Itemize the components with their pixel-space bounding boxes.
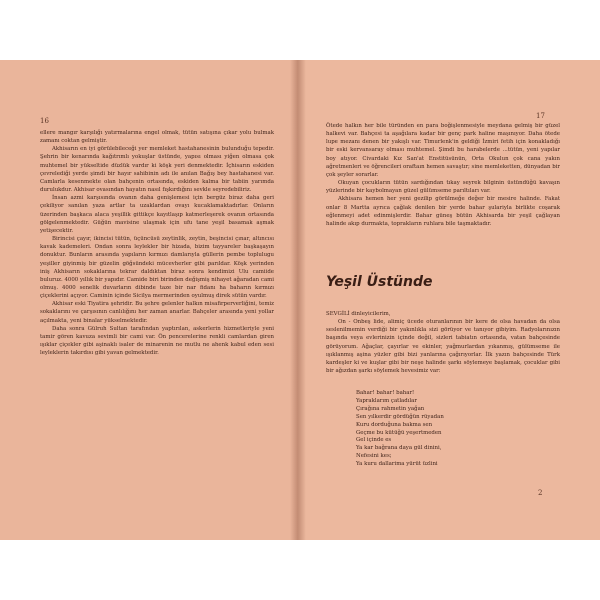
left-page xyxy=(0,60,298,540)
page-number-right: 17 xyxy=(536,112,545,120)
paragraph: ellere mangır karşılığı yatırmalarına engel olmak, tütün satışına çıkar yolu bulmak zamanı coktan gelmiştir. xyxy=(40,130,274,145)
paragraph: İnsan azmi karşısında ovanın daha genişlemesi için bergüz biraz daha geri çekiliyor sanılan yaza artlar ta uzaklardan ovayı kucaklamaktadırlar. Onların üzerinden başkaca alaca yeşillik gittikçe kayıtlaşıp katmerleşerek ovanın ortasında gölgelenmektedir. Güğün mavisine ulaşmak için ufu tane yeşil basamak aşmak yetişecektir. xyxy=(40,195,274,234)
left-page-text xyxy=(40,129,274,357)
poem-line: Sen yılkerdir gördüğün rüyadan xyxy=(356,413,444,420)
poem-line: Geçme bu kütüğü yeşertmeden xyxy=(356,429,442,436)
poem-line: Bahar! bahar! bahar! xyxy=(356,390,415,396)
paragraph: Ötede halkın her bile türünden en para boğişlenmesiyle meydana gelmiş bir güzel halkevi var. Bahçesi ta aşağılara kadar bir genç park haline maşınıyor. Daha ötede lupe mezanı denen bir yakışlı var. Timurlenk'in geldiği İzmiri fetih için konakladığı bir eski kervansaray olması muhtemel. Şimdi bu harabelerde ...tütün, yeni yapılar boy atıyor. Civardaki Kız San'at Enstitüsünün, Orta Okulun çok cana yakın ağretmenleri ve öğrencileri oraftaın hemen savaştır; sine memleketten, dünyadan bir çok şeyler sorarlar. xyxy=(326,123,560,178)
poem-line: Ya kuru dallarima yürüt üzlini xyxy=(356,461,438,468)
book-gutter xyxy=(290,60,306,540)
right-page-body-text xyxy=(326,310,560,375)
section-heading: Yeşil Üstünde xyxy=(326,274,433,290)
poem-line: Çırağına rahmetin yağan xyxy=(356,405,425,412)
paragraph: Okuyan çocukların tütün sardığından tıkay seyrek bilginin üstündüğü kavaşın yüzlerinde bir kaybolmayan güzel gülümseme parıltıları var. xyxy=(326,180,560,195)
poem-line: Ya kar bağrana daya gül dinini, xyxy=(356,445,442,452)
poem-line: Yapraklarım çatladılar xyxy=(356,397,417,404)
paragraph: Akhisarın en iyi görülebileceği yer memleket hastahanesinin bulunduğu tepedir. Şehrin bir kenarında kağıtrımlı yokuşlar üstünde, yapısı olması yiğen olmasa çok muhtemel bir yükseltide düzlük vardır ki köşk yeri denmektedir. İçhisarın eskiden çevrelediği yerde şimdi bir hayır sahibinin adı ile anılan Bağış bey hastahanesi var. Camlarla kesenmekte olan bahçenin ortasında, eskiden kalma bir tabiin yarımda durulukdur. Akhisar ovasından hayatın nasıl fışkırdığını sevkle seyredebiliriz. xyxy=(40,146,274,194)
paragraph: Akhisara hemen her yeni gezilip görülmeğe değer bir mesire halinde. Fakat onlar 8 Martta ayrıca çağlak denilen bir yerde bahar şulariyla birlikte coşarak eğlenmeyi adet edinmişlerdir. Bahar güneş bütün Akhisarda bir yeşil çağlayan halinde akıp durmakta, toprakların ruhlara bile taşmaktadır. xyxy=(326,196,560,227)
right-page xyxy=(298,60,600,540)
salutation: SEVGİLİ dinleyicilerim, xyxy=(326,311,391,317)
poem-line: Gel içinde es xyxy=(356,437,392,444)
right-page-top-text xyxy=(326,122,560,228)
paragraph: Daha sonra Gülruh Sultan tarafından yaptırılan, askerlerin hizmetleriyle yeni tamir gören kavuza sevimli bir cami var. Ön pencerelerine renkli camlardan giren ışıklar çiçekler gibi aşinaklı isaler de minarenin ne mutlu ne ahenk kabul eden sesi leyleklerin takırdısı gibi yavan gelmektedir. xyxy=(40,325,274,357)
open-book xyxy=(0,60,600,540)
paragraph: On - Onbeş lide, alimiç ücede oturanlarının bir kere de olsa havadan da olsa seslenilmemin verdiği bir yakınlıkla sizi görüyor ve tanıyor gibiyim. Radyolarınızın başında veya evlerinizin içinde değil, sizleri tabiatın ortasında, vatan bahçesinde görüyorum. Ağaçlar, çayırlar ve ekinler, yağmurlardan yıkanmış, gülümseme ile ışıklanmış aşina yüzler gibi bizi yanlarına çağırıyorlar. İlk yazın bahçesinde Türk kardeşler ki ve kuşlar gibi bir neşe halinde şarkı söylemeye başlamak, çocuklar gibi bir ağızdan şarkı söylemek hevesimiz var: xyxy=(326,319,560,375)
poem-line: Nefesini kes; xyxy=(356,453,392,460)
poem xyxy=(356,390,444,469)
page-number-left: 16 xyxy=(40,117,49,125)
page-footer-mark: 2 xyxy=(538,489,543,497)
paragraph: Akhisar eski Tiyatira şehridir. Bu şehre gelenler halkın misafirperverliğini, temiz sokaklarını ve çarşısının canlılığını her zaman anarlar. Bahçeler arasında yeni yollar açılmakta, yeni binalar yükselmektedir. xyxy=(40,301,274,324)
paragraph: Birincisi çayır, ikincisi tütün, üçüncüsü zeytinlik, zeytin, beşincisi çınar, altıncısı kavak kademeleri. Ondan sonra leylekler bir hizada, bizim tayyareler başkaşayın donuktur. Bunların arasında yapıların kırmızı damlarıyla güllerin pembe toplulugu yeşiller giyinmiş bir güzelin göğsündeki mücevherler gibi parıldar. Köşk yerinden iniş Akhisarın sokaklarına tekrar daldıktan biraz sonra kendimizi Ulu camiide buluruz. 4000 yıllık bir yapıdır. Camide biri birinden değişmiş nihayet ağaradan cami olmuş. 4000 senelik duvarların dibinde taze bir nar fidanı ha baharın kırmızı çiçeklerini açıyor. Caminin içinde Sicilya mermerinden oyulmuş direk sütün vardır. xyxy=(40,236,274,300)
poem-line: Kuru dorduğuna bakma sen xyxy=(356,421,433,428)
